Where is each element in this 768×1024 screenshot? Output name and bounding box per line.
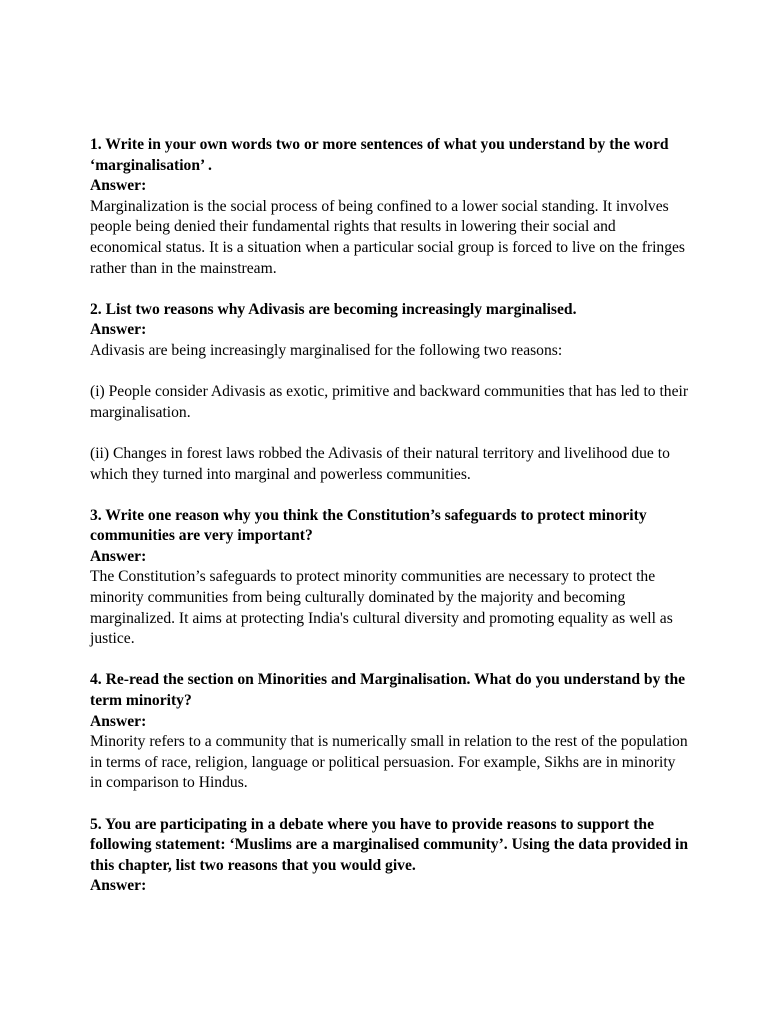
answer-label-2: Answer:: [90, 321, 147, 339]
answer-label-5: Answer:: [90, 877, 147, 895]
question-2: 2. List two reasons why Adivasis are becoming increasingly marginalised.: [90, 300, 577, 318]
qa-item-3: [90, 506, 690, 650]
document-page: [90, 135, 690, 918]
question-4: 4. Re-read the section on Minorities and Marginalisation. What do you understand by the term minority?: [90, 671, 686, 710]
answer-2-paragraph-1: Adivasis are being increasingly marginalised for the following two reasons:: [90, 341, 563, 359]
answer-3-paragraph-1: The Constitution’s safeguards to protect minority communities are necessary to protect the minority communities from being culturally dominated by the majority and becoming marginalized. It aims at protecting India's cultural diversity and promoting equality as well as justice.: [90, 568, 673, 648]
qa-item-4: [90, 670, 690, 794]
question-1: 1. Write in your own words two or more sentences of what you understand by the word ‘marginalisation’ .: [90, 136, 669, 174]
question-5: 5. You are participating in a debate where you have to provide reasons to support the following statement: ‘Muslims are a marginalised community’. Using the data provided in this chapter, list two reasons that you would give.: [90, 815, 689, 874]
answer-label-4: Answer:: [90, 712, 147, 730]
answer-2-paragraph-3: (ii) Changes in forest laws robbed the Adivasis of their natural territory and livelihood due to which they turned into marginal and powerless communities.: [90, 444, 670, 483]
answer-2-paragraph-2: (i) People consider Adivasis as exotic, primitive and backward communities that has led to their marginalisation.: [90, 383, 689, 421]
answer-label-1: Answer:: [90, 177, 147, 195]
qa-item-1: [90, 135, 690, 279]
qa-item-5: [90, 815, 690, 897]
answer-1-paragraph-1: Marginalization is the social process of being confined to a lower social standing. It involves people being denied their fundamental rights that results in lowering their social and economical status. It is a situation when a particular social group is forced to live on the fringes rather than in the mainstream.: [90, 197, 685, 277]
qa-item-2: [90, 300, 690, 485]
answer-label-3: Answer:: [90, 547, 147, 565]
answer-4-paragraph-1: Minority refers to a community that is numerically small in relation to the rest of the population in terms of race, religion, language or political persuasion. For example, Sikhs are in minority in comparison to Hindus.: [90, 733, 688, 792]
question-3: 3. Write one reason why you think the Constitution’s safeguards to protect minority communities are very important?: [90, 506, 647, 545]
